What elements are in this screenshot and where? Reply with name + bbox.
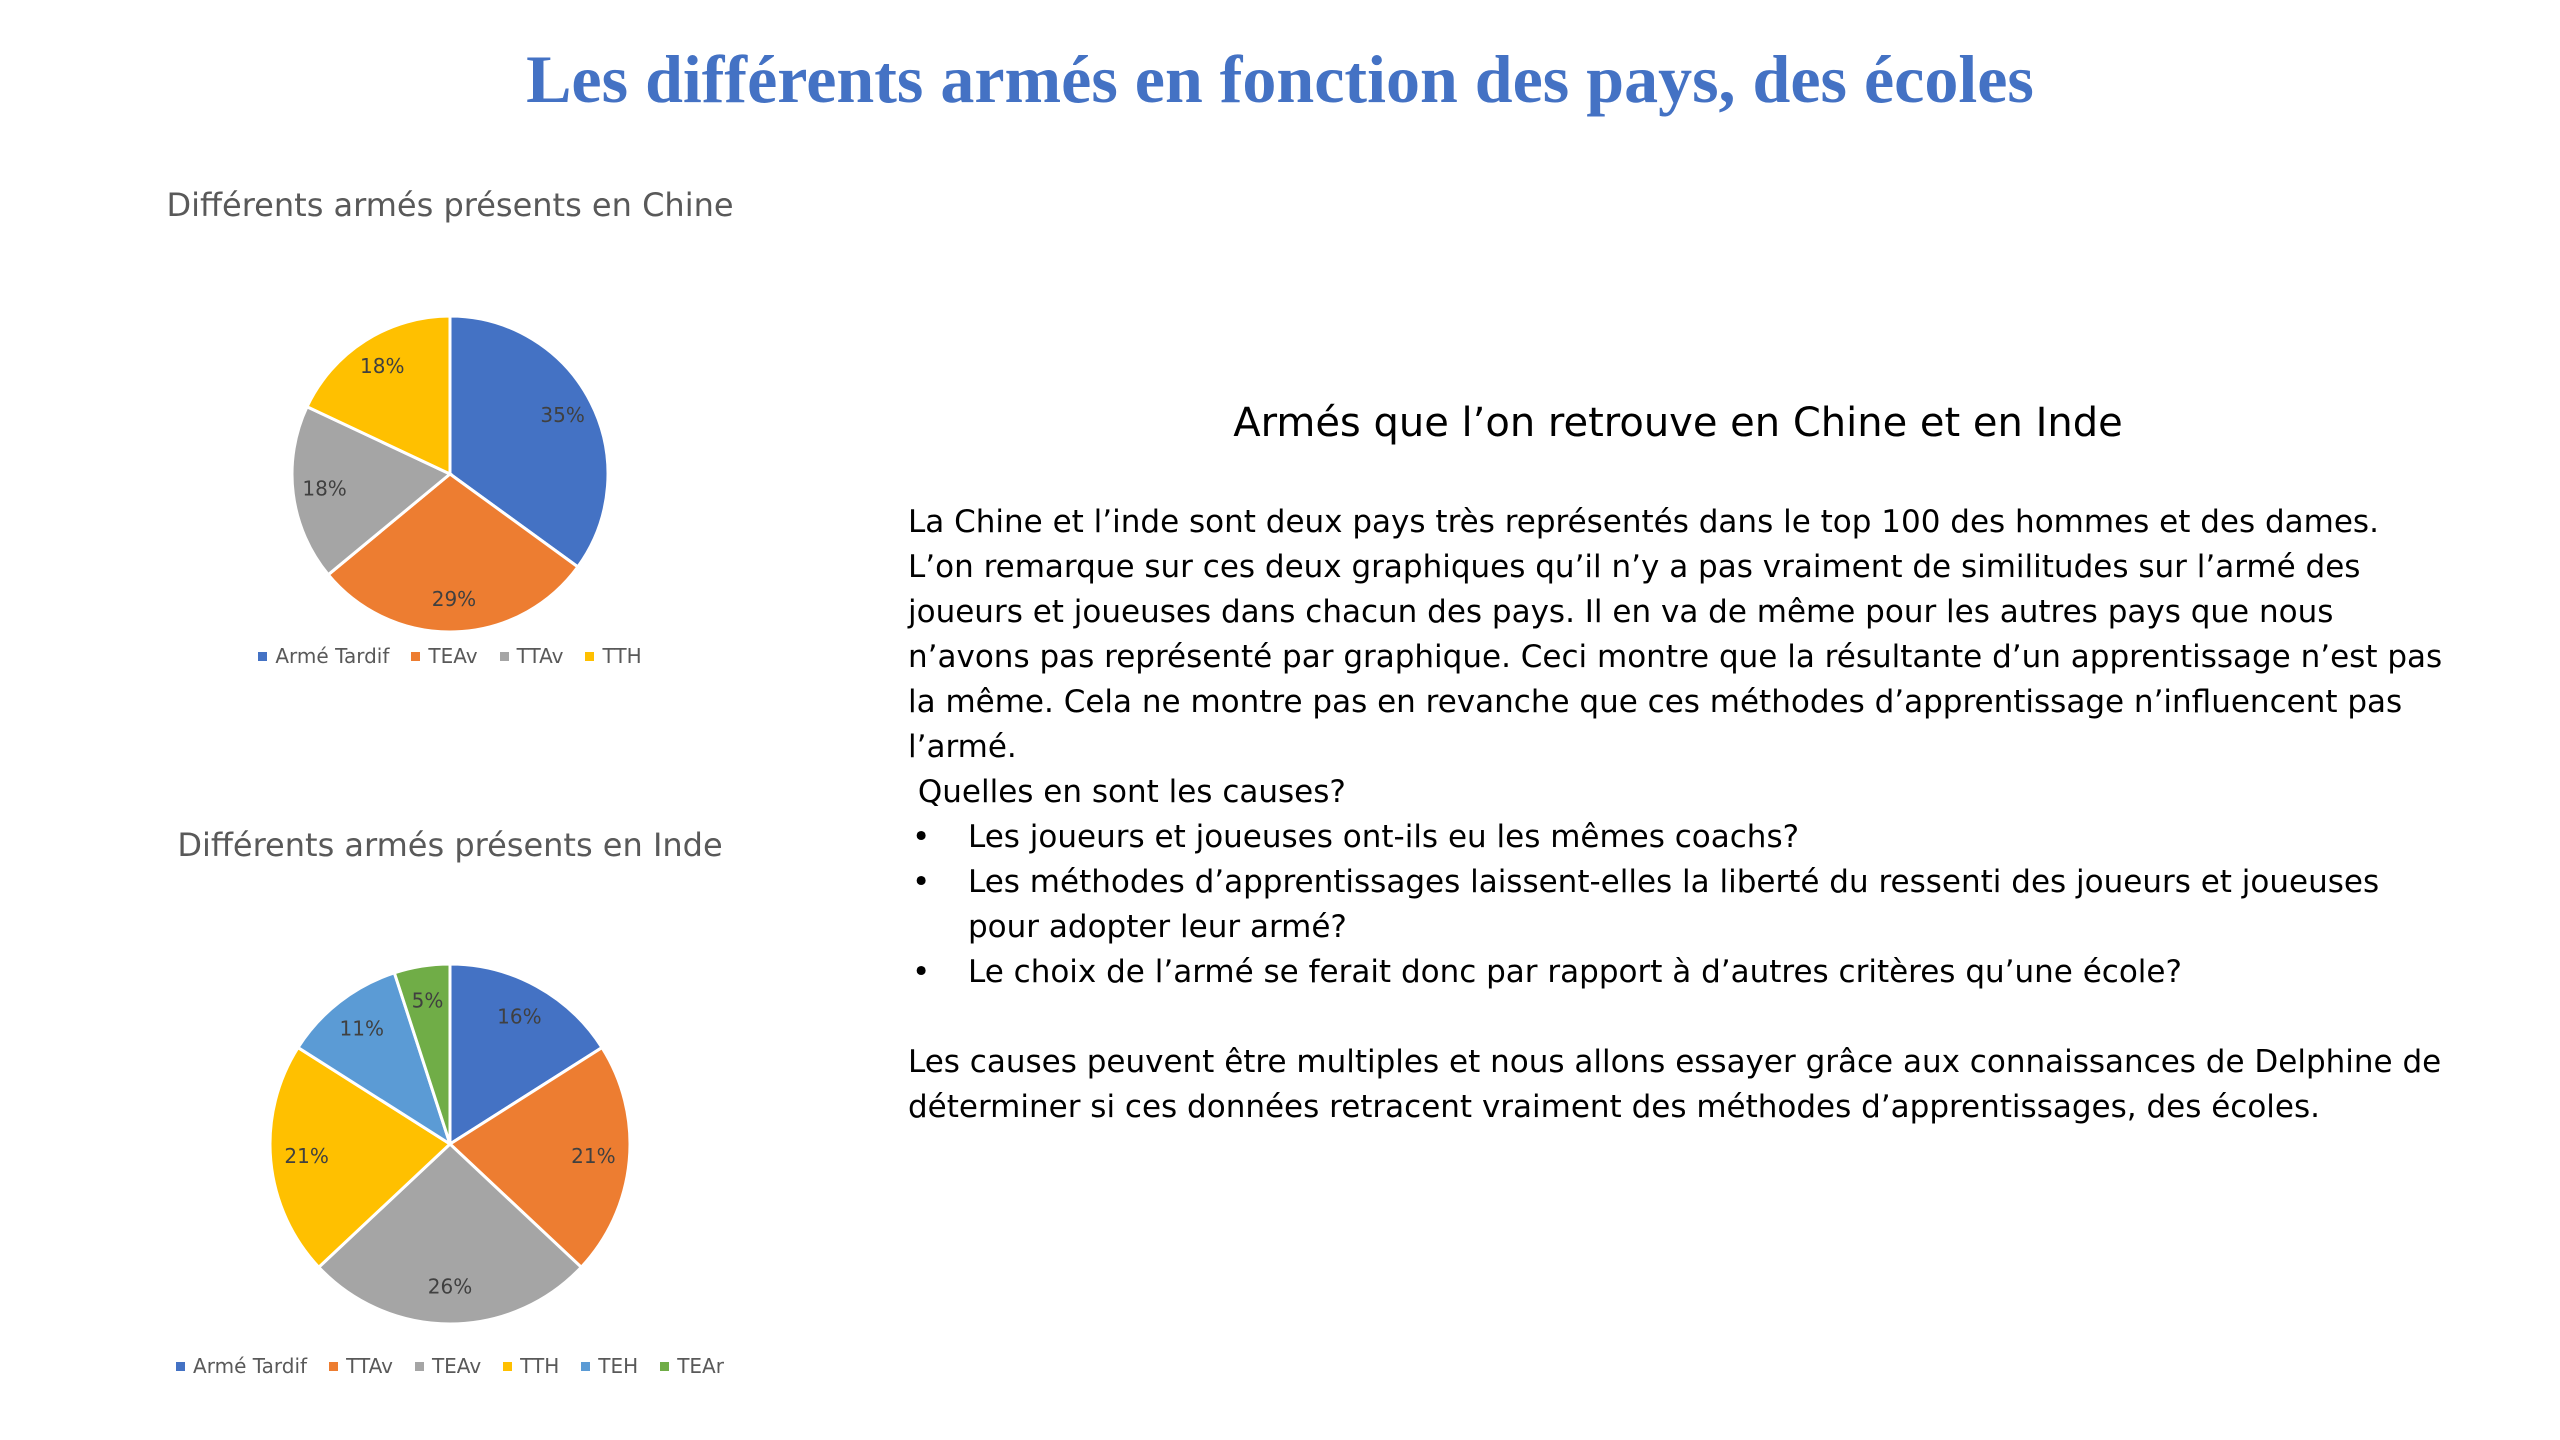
data-label-ttav: 21% [571, 1144, 616, 1169]
page-title: Les différents armés en fonction des pays, des écoles [526, 41, 2034, 117]
legend-label: TTAv [346, 1354, 393, 1378]
legend-label: TTAv [516, 644, 564, 668]
legend-swatch [585, 652, 594, 661]
legend-item-arme-tardif [258, 644, 389, 668]
legend-label: TTH [602, 644, 642, 668]
legend-swatch [176, 1362, 185, 1371]
panel-question: Quelles en sont les causes? [908, 774, 1346, 810]
legend-swatch [500, 652, 509, 661]
question-item-3: • Le choix de l’armé se ferait donc par rapport à d’autres critères qu’une école? [908, 950, 2448, 995]
question-item-1: • Les joueurs et joueuses ont-ils eu les mêmes coachs? [908, 815, 2448, 860]
data-label-teav: 29% [431, 586, 477, 611]
data-label-arme-tardif: 16% [497, 1004, 542, 1029]
legend-swatch [503, 1362, 512, 1371]
data-label-tth: 21% [284, 1144, 329, 1169]
legend-item-tear [660, 1354, 724, 1378]
chart-india [150, 826, 750, 1378]
legend-label: Armé Tardif [193, 1354, 308, 1378]
legend-china [150, 644, 750, 668]
pie-chart-india [150, 864, 750, 1354]
chart-title-india: Différents armés présents en Inde [177, 826, 723, 864]
chart-china [150, 186, 750, 668]
legend-label: TEAr [677, 1354, 724, 1378]
legend-item-teav [411, 644, 477, 668]
panel-body [908, 500, 2448, 1130]
data-label-teh: 11% [339, 1016, 384, 1041]
legend-item-arme-tardif [176, 1354, 307, 1378]
legend-swatch [415, 1362, 424, 1371]
legend-label: Armé Tardif [275, 644, 390, 668]
data-label-tear: 5% [411, 988, 444, 1013]
panel-heading: Armés que l’on retrouve en Chine et en Inde [1233, 400, 2123, 446]
legend-item-ttav [329, 1354, 393, 1378]
data-label-arme-tardif: 35% [540, 403, 585, 428]
legend-label: TEH [598, 1354, 639, 1378]
legend-item-tth [503, 1354, 559, 1378]
legend-label: TTH [520, 1354, 560, 1378]
legend-india [150, 1354, 750, 1378]
legend-swatch [258, 652, 267, 661]
legend-item-ttav [500, 644, 564, 668]
legend-swatch [581, 1362, 590, 1371]
text-panel [908, 400, 2448, 1130]
legend-swatch [660, 1362, 669, 1371]
legend-item-tth [585, 644, 641, 668]
legend-label: TEAv [428, 644, 478, 668]
question-list [908, 815, 2448, 995]
legend-label: TEAv [431, 1354, 482, 1378]
panel-paragraph: La Chine et l’inde sont deux pays très représentés dans le top 100 des hommes et des dames. L’on remarque sur ces deux graphiques qu’il n’y a pas vraiment de similitudes sur l’armé des joueurs et joueuses dans chacun des pays. Il en va de même pour les autres pays que nous n’avons pas représenté par graphique. Ceci montre que la résultante d’un apprentissage n’est pas la même. Cela ne montre pas en revanche que ces méthodes d’apprentissage n’influencent pas l’armé. [908, 504, 2443, 765]
data-label-tth: 18% [360, 353, 405, 378]
data-label-teav: 26% [427, 1274, 473, 1299]
legend-swatch [329, 1362, 338, 1371]
legend-item-teav [415, 1354, 481, 1378]
legend-swatch [411, 652, 420, 661]
panel-conclusion: Les causes peuvent être multiples et nous allons essayer grâce aux connaissances de Delphine de déterminer si ces données retracent vraiment des méthodes d’apprentissages, des écoles. [908, 1044, 2442, 1125]
data-label-ttav: 18% [302, 476, 347, 501]
legend-item-teh [581, 1354, 638, 1378]
question-item-2: • Les méthodes d’apprentissages laissent-elles la liberté du ressenti des joueurs et joueuses pour adopter leur armé? [908, 860, 2448, 950]
chart-title-china: Différents armés présents en Chine [166, 186, 734, 224]
pie-chart-china [150, 224, 750, 644]
